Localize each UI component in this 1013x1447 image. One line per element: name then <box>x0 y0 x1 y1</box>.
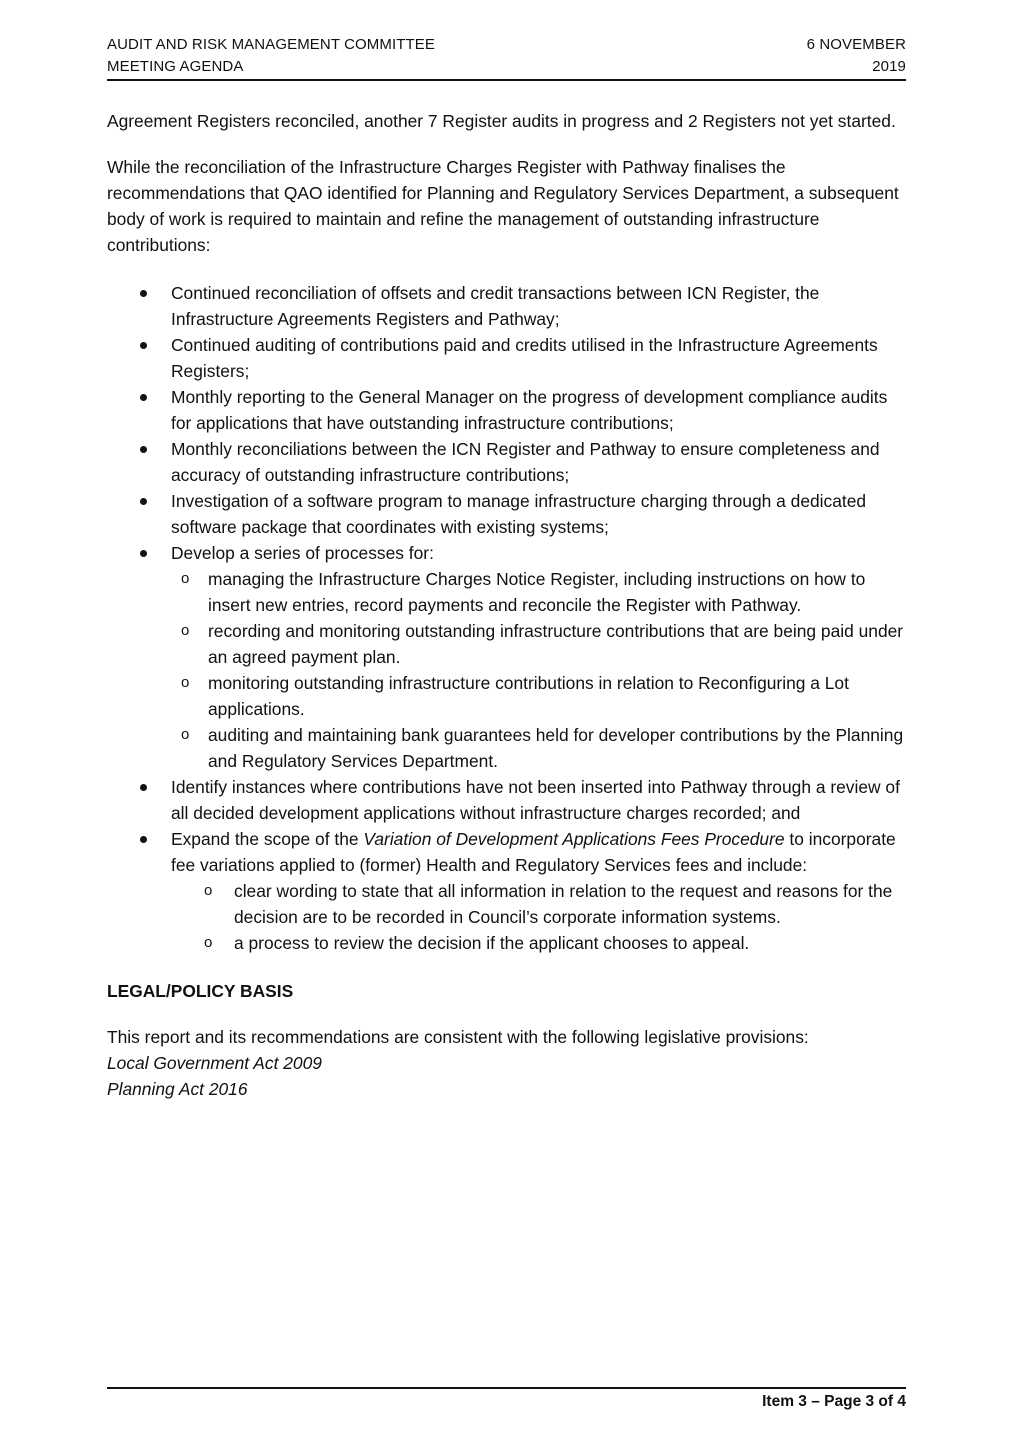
procedure-title: Variation of Development Applications Fees Procedure <box>363 829 785 849</box>
page-header <box>107 34 906 80</box>
sub-list-item-text: managing the Infrastructure Charges Notice Register, including instructions on how to insert new entries, record payments and reconcile the Register with Pathway. <box>208 569 866 615</box>
list-item <box>107 436 907 488</box>
sub-list-item <box>171 722 907 774</box>
meeting-year: 2019 <box>872 58 906 75</box>
sub-list-item <box>171 618 907 670</box>
committee-title: AUDIT AND RISK MANAGEMENT COMMITTEE <box>107 36 435 53</box>
section-heading-legal: LEGAL/POLICY BASIS <box>107 981 294 1001</box>
list-item <box>107 332 907 384</box>
body-content <box>107 108 907 1102</box>
list-item-text: Investigation of a software program to manage infrastructure charging through a dedicated software package that coordinates with existing systems; <box>171 491 867 537</box>
circle-bullet-icon: o <box>181 726 190 743</box>
circle-bullet-icon: o <box>181 674 190 691</box>
circle-bullet-icon: o <box>181 622 190 639</box>
circle-bullet-icon: o <box>204 934 213 951</box>
work-items-list <box>107 280 907 956</box>
list-item <box>107 280 907 332</box>
bullet-icon <box>140 784 147 791</box>
paragraph-reconciliation: While the reconciliation of the Infrastructure Charges Register with Pathway finalises the recommendations that QAO identified for Planning and Regulatory Services Department, a subsequent body of work is required to maintain and refine the management of outstanding infrastructure contributions: <box>107 157 899 255</box>
list-item <box>107 384 907 436</box>
list-item <box>107 488 907 540</box>
paragraph-registers: Agreement Registers reconciled, another 7 Register audits in progress and 2 Registers not yet started. <box>107 111 896 131</box>
scope-sublist <box>171 878 907 956</box>
sub-list-item <box>171 670 907 722</box>
list-item-text: Monthly reconciliations between the ICN Register and Pathway to ensure completeness and accuracy of outstanding infrastructure contributions; <box>171 439 880 485</box>
bullet-icon <box>140 550 147 557</box>
list-item-text-prefix: Expand the scope of the <box>171 829 364 849</box>
sub-list-item-text: monitoring outstanding infrastructure contributions in relation to Reconfiguring a Lot applications. <box>208 673 849 719</box>
circle-bullet-icon: o <box>181 570 190 587</box>
legislation-item: Planning Act 2016 <box>107 1079 248 1099</box>
sub-list-item <box>171 878 907 930</box>
header-divider <box>107 79 906 81</box>
sub-list-item-text: a process to review the decision if the applicant chooses to appeal. <box>234 933 750 953</box>
bullet-icon <box>140 290 147 297</box>
meeting-date: 6 NOVEMBER <box>806 36 906 53</box>
list-item-text: Continued auditing of contributions paid and credits utilised in the Infrastructure Agreements Registers; <box>171 335 878 381</box>
list-item <box>107 774 907 826</box>
list-item-text: Monthly reporting to the General Manager on the progress of development compliance audits for applications that have outstanding infrastructure contributions; <box>171 387 888 433</box>
list-item <box>107 826 907 956</box>
circle-bullet-icon: o <box>204 882 213 899</box>
page-number: Item 3 – Page 3 of 4 <box>762 1393 906 1410</box>
sub-list-item-text: auditing and maintaining bank guarantees held for developer contributions by the Planning and Regulatory Services Department. <box>208 725 904 771</box>
sub-list-item <box>171 566 907 618</box>
legislation-item: Local Government Act 2009 <box>107 1053 322 1073</box>
legal-intro: This report and its recommendations are consistent with the following legislative provisions: <box>107 1027 809 1047</box>
list-item-text-suffix: to incorporate fee variations applied to (former) Health and Regulatory Services fees and include: <box>171 829 896 875</box>
bullet-icon <box>140 446 147 453</box>
agenda-label: MEETING AGENDA <box>107 58 244 75</box>
list-item-text: Continued reconciliation of offsets and credit transactions between ICN Register, the Infrastructure Agreements Registers and Pathway; <box>171 283 820 329</box>
bullet-icon <box>140 498 147 505</box>
sub-list-item <box>171 930 907 956</box>
list-item-text: Develop a series of processes for: <box>171 543 434 563</box>
bullet-icon <box>140 342 147 349</box>
processes-sublist <box>171 566 907 774</box>
footer-divider <box>107 1387 906 1389</box>
bullet-icon <box>140 836 147 843</box>
sub-list-item-text: clear wording to state that all information in relation to the request and reasons for the decision are to be recorded in Council’s corporate information systems. <box>234 881 893 927</box>
bullet-icon <box>140 394 147 401</box>
list-item-text: Identify instances where contributions have not been inserted into Pathway through a review of all decided development applications without infrastructure charges recorded; and <box>171 777 900 823</box>
sub-list-item-text: recording and monitoring outstanding infrastructure contributions that are being paid under an agreed payment plan. <box>208 621 904 667</box>
header-right <box>807 34 906 78</box>
header-left <box>107 34 435 78</box>
list-item <box>107 540 907 774</box>
